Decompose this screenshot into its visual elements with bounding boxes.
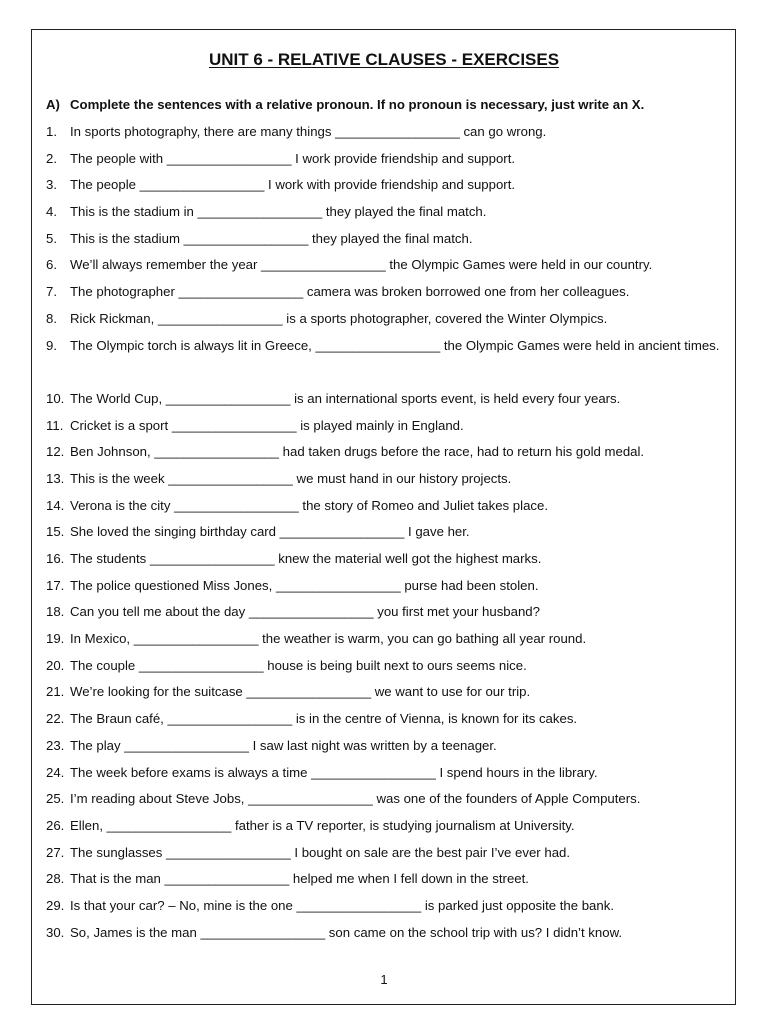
exercise-item bbox=[46, 201, 726, 228]
item-sentence: This is the week _________________ we must hand in our history projects. bbox=[70, 470, 512, 486]
item-sentence: The World Cup, _________________ is an international sports event, is held every four years. bbox=[70, 390, 621, 406]
item-sentence: Is that your car? – No, mine is the one _________________ is parked just opposite the bank. bbox=[70, 897, 614, 913]
item-sentence: We’ll always remember the year _________________ the Olympic Games were held in our country. bbox=[70, 257, 653, 273]
exercise-item bbox=[46, 628, 726, 655]
exercise-item bbox=[46, 922, 726, 949]
page-title-text: UNIT 6 - RELATIVE CLAUSES - EXERCISES bbox=[208, 50, 560, 69]
item-number: 27. bbox=[46, 844, 65, 860]
item-number: 7. bbox=[46, 284, 57, 300]
item-sentence: Cricket is a sport _________________ is played mainly in England. bbox=[70, 417, 464, 433]
exercise-item bbox=[46, 815, 726, 842]
item-sentence: In sports photography, there are many things _________________ can go wrong. bbox=[70, 124, 547, 139]
item-sentence: The police questioned Miss Jones, _________________ purse had been stolen. bbox=[70, 577, 539, 593]
item-number: 30. bbox=[46, 924, 65, 940]
exercise-list bbox=[46, 121, 726, 948]
item-number: 8. bbox=[46, 310, 57, 326]
exercise-item bbox=[46, 441, 726, 468]
exercise-item bbox=[46, 335, 726, 388]
item-sentence: The Olympic torch is always lit in Greece, _________________ the Olympic Games were held in ancient times. bbox=[70, 337, 720, 353]
page-number: 1 bbox=[380, 972, 388, 987]
exercise-item bbox=[46, 254, 726, 281]
item-number: 26. bbox=[46, 817, 65, 833]
item-number: 17. bbox=[46, 577, 65, 593]
item-sentence: Ben Johnson, _________________ had taken drugs before the race, had to return his gold medal. bbox=[70, 444, 645, 460]
item-number: 28. bbox=[46, 871, 65, 887]
item-number: 3. bbox=[46, 177, 57, 193]
item-sentence: So, James is the man _________________ son came on the school trip with us? I didn’t know. bbox=[70, 924, 623, 940]
exercise-item bbox=[46, 895, 726, 922]
exercise-item bbox=[46, 575, 726, 602]
item-sentence: Can you tell me about the day _________________ you first met your husband? bbox=[70, 604, 540, 620]
exercise-item bbox=[46, 868, 726, 895]
item-sentence: The people _________________ I work with provide friendship and support. bbox=[70, 177, 516, 193]
item-number: 20. bbox=[46, 657, 65, 673]
item-number: 5. bbox=[46, 230, 57, 246]
item-number: 2. bbox=[46, 150, 57, 166]
exercise-item bbox=[46, 228, 726, 255]
exercise-item bbox=[46, 842, 726, 869]
item-number: 1. bbox=[46, 124, 57, 139]
instruction-label: A) bbox=[46, 97, 60, 112]
item-number: 9. bbox=[46, 337, 57, 353]
item-number: 19. bbox=[46, 631, 65, 647]
instruction bbox=[46, 97, 726, 112]
item-sentence: Ellen, _________________ father is a TV reporter, is studying journalism at University. bbox=[70, 817, 575, 833]
item-sentence: I’m reading about Steve Jobs, _________________ was one of the founders of Apple Computers. bbox=[70, 791, 641, 807]
exercise-item bbox=[46, 468, 726, 495]
item-number: 4. bbox=[46, 204, 57, 220]
item-sentence: In Mexico, _________________ the weather is warm, you can go bathing all year round. bbox=[70, 631, 587, 647]
exercise-item bbox=[46, 388, 726, 415]
item-sentence: The photographer _________________ camera was broken borrowed one from her colleagues. bbox=[70, 284, 630, 300]
exercise-item bbox=[46, 655, 726, 682]
item-sentence: The week before exams is always a time _________________ I spend hours in the library. bbox=[70, 764, 598, 780]
item-number: 23. bbox=[46, 737, 65, 753]
item-number: 15. bbox=[46, 524, 65, 540]
item-number: 29. bbox=[46, 897, 65, 913]
exercise-item bbox=[46, 281, 726, 308]
exercise-item bbox=[46, 601, 726, 628]
exercise-item bbox=[46, 548, 726, 575]
item-sentence: This is the stadium _________________ they played the final match. bbox=[70, 230, 473, 246]
item-number: 16. bbox=[46, 551, 65, 567]
item-sentence: She loved the singing birthday card _________________ I gave her. bbox=[70, 524, 470, 540]
exercise-item bbox=[46, 735, 726, 762]
item-number: 21. bbox=[46, 684, 65, 700]
instruction-text: Complete the sentences with a relative pronoun. If no pronoun is necessary, just write an X. bbox=[70, 97, 645, 112]
item-sentence: The play _________________ I saw last night was written by a teenager. bbox=[70, 737, 497, 753]
item-number: 11. bbox=[46, 417, 64, 433]
exercise-item bbox=[46, 148, 726, 175]
item-sentence: This is the stadium in _________________ they played the final match. bbox=[70, 204, 487, 220]
item-number: 22. bbox=[46, 711, 65, 727]
item-sentence: The Braun café, _________________ is in the centre of Vienna, is known for its cakes. bbox=[70, 711, 578, 727]
exercise-item bbox=[46, 521, 726, 548]
item-number: 14. bbox=[46, 497, 65, 513]
exercise-item bbox=[46, 174, 726, 201]
item-number: 12. bbox=[46, 444, 65, 460]
exercise-item bbox=[46, 681, 726, 708]
item-number: 18. bbox=[46, 604, 65, 620]
item-number: 13. bbox=[46, 470, 65, 486]
item-sentence: Verona is the city _________________ the story of Romeo and Juliet takes place. bbox=[70, 497, 549, 513]
item-sentence: That is the man _________________ helped me when I fell down in the street. bbox=[70, 871, 529, 887]
exercise-item bbox=[46, 708, 726, 735]
exercise-item bbox=[46, 788, 726, 815]
item-sentence: The couple _________________ house is being built next to ours seems nice. bbox=[70, 657, 527, 673]
exercise-item bbox=[46, 415, 726, 442]
exercise-item bbox=[46, 495, 726, 522]
item-sentence: The students _________________ knew the material well got the highest marks. bbox=[70, 551, 542, 567]
item-sentence: Rick Rickman, _________________ is a sports photographer, covered the Winter Olympics. bbox=[70, 310, 608, 326]
item-number: 6. bbox=[46, 257, 57, 273]
exercise-item bbox=[46, 762, 726, 789]
item-sentence: The sunglasses _________________ I bought on sale are the best pair I’ve ever had. bbox=[70, 844, 571, 860]
item-number: 24. bbox=[46, 764, 65, 780]
page-title bbox=[0, 50, 768, 70]
item-number: 25. bbox=[46, 791, 65, 807]
item-sentence: We’re looking for the suitcase _________________ we want to use for our trip. bbox=[70, 684, 531, 700]
exercise-item bbox=[46, 308, 726, 335]
exercise-item bbox=[46, 121, 726, 148]
item-sentence: The people with _________________ I work provide friendship and support. bbox=[70, 150, 516, 166]
item-number: 10. bbox=[46, 390, 65, 406]
